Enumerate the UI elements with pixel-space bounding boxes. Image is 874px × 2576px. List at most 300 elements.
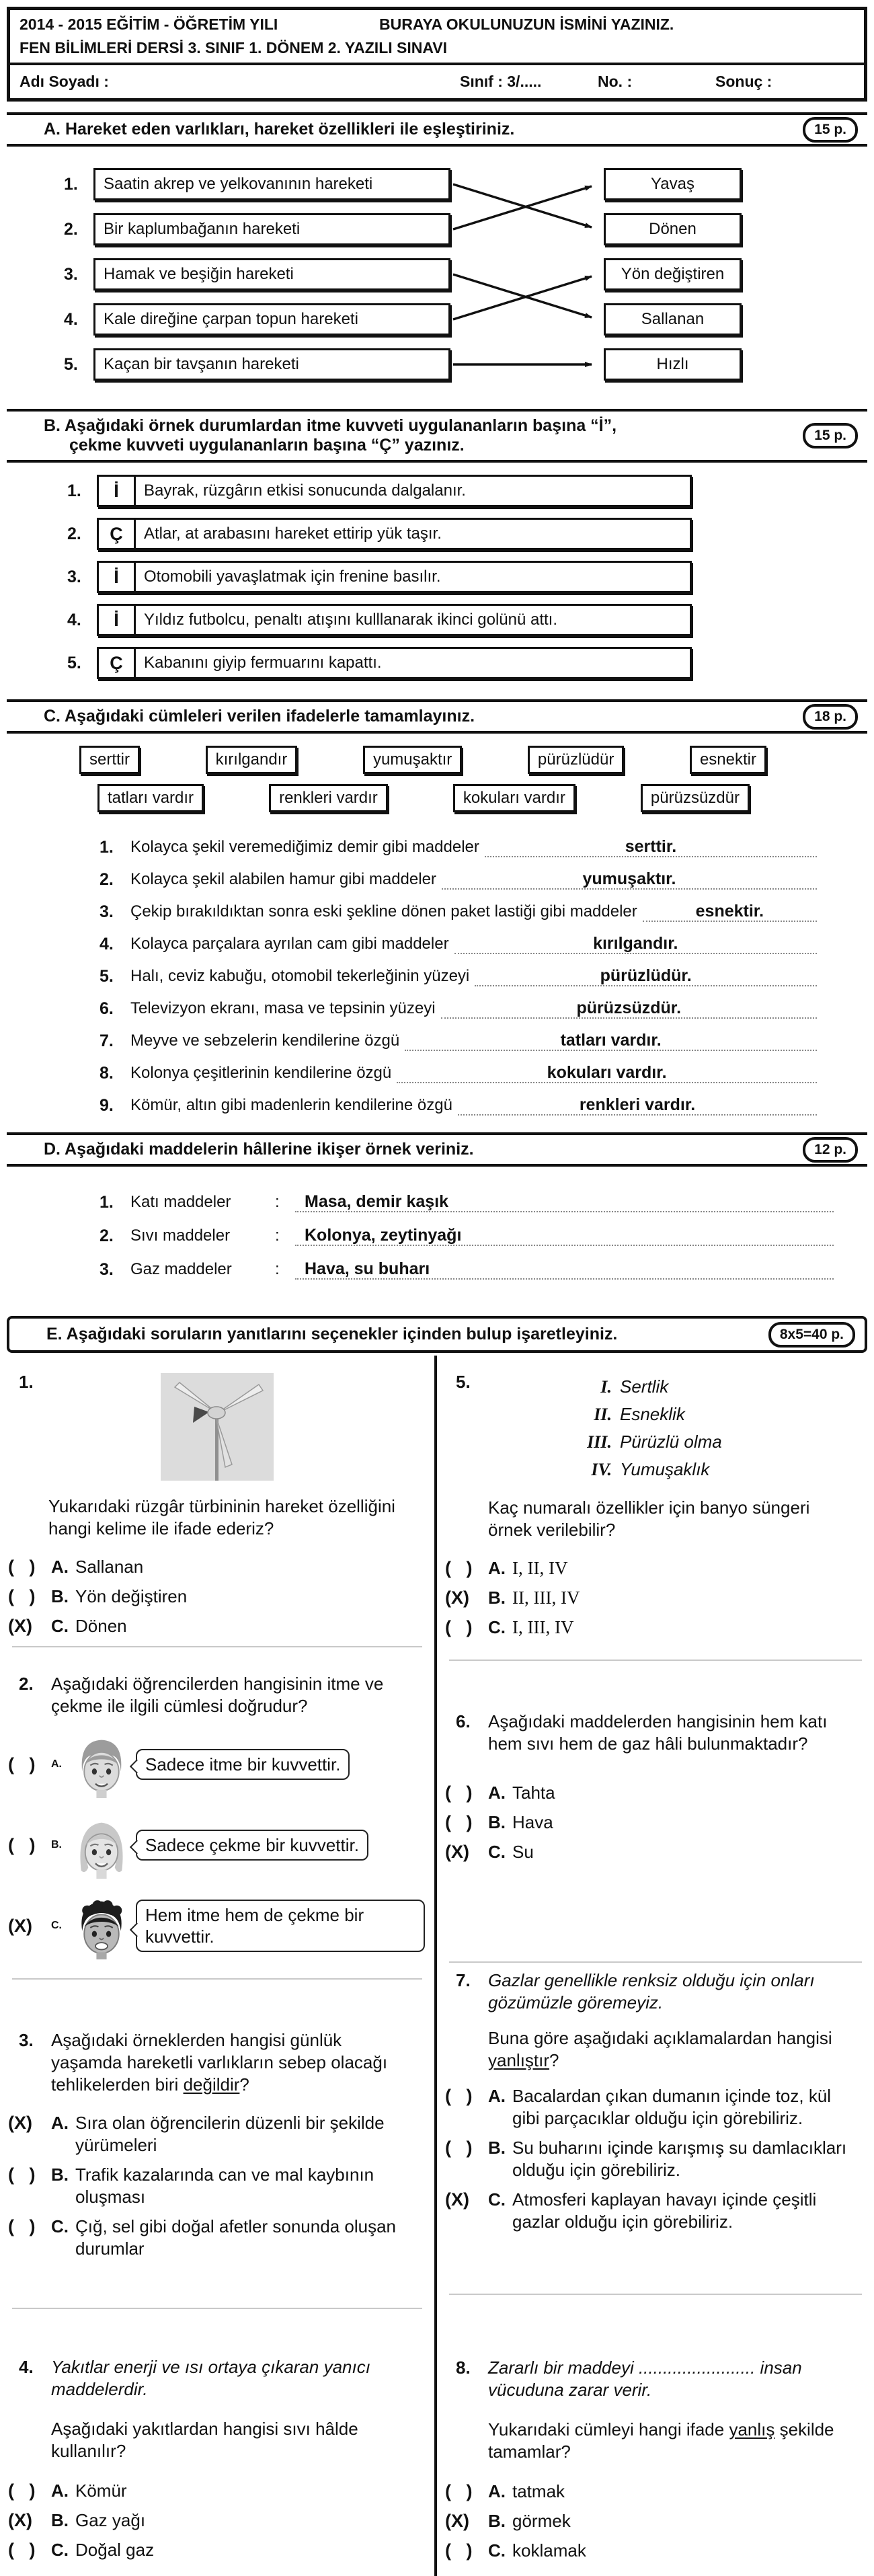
option-text: Tahta xyxy=(512,1783,555,1803)
match-item xyxy=(64,258,450,290)
fill-item-answer: pürüzlüdür. xyxy=(475,966,817,986)
word-chip: serttir xyxy=(79,746,140,774)
answer-mark-x: (X) xyxy=(445,2511,469,2531)
exam-title: FEN BİLİMLERİ DERSİ 3. SINIF 1. DÖNEM 2. YAZILI SINAVI xyxy=(19,39,448,56)
fill-item xyxy=(100,960,817,992)
statement-row xyxy=(67,561,874,593)
list-item xyxy=(558,1373,874,1401)
push-pull-exercise xyxy=(67,475,874,679)
speech-bubble: Sadece itme bir kuvvettir. xyxy=(136,1749,350,1780)
match-arrows-diagram xyxy=(450,168,604,381)
option-letter: C. xyxy=(51,2540,69,2560)
fill-item-number: 4. xyxy=(100,934,114,953)
fill-item-number: 7. xyxy=(100,1031,114,1050)
underlined-word: yanlıştır xyxy=(488,2050,550,2070)
question-3 xyxy=(0,1980,434,2308)
list-item-text: Pürüzlü olma xyxy=(620,1432,722,1452)
fill-item-number: 6. xyxy=(100,999,114,1018)
question-8 xyxy=(437,2295,874,2576)
option-letter: A. xyxy=(488,1783,506,1803)
fill-item-answer: kokuları vardır. xyxy=(397,1063,817,1083)
fill-item-number: 9. xyxy=(100,1095,114,1115)
word-chip: yumuşaktır xyxy=(363,746,462,774)
list-item xyxy=(558,1401,874,1428)
option-letter: C. xyxy=(488,2189,506,2210)
word-chip: pürüzsüzdür xyxy=(641,784,750,812)
question-option-selected xyxy=(8,1615,422,1637)
match-option-box xyxy=(604,168,742,200)
match-item-text: Kaçan bir tavşanın hareketi xyxy=(104,355,299,373)
question-option xyxy=(8,1811,425,1879)
question-option xyxy=(445,1782,862,1804)
question-number: 4. xyxy=(19,2357,34,2377)
option-text: Trafik kazalarında can ve mal kaybının oluşması xyxy=(75,2164,374,2207)
option-text: Dönen xyxy=(75,1616,127,1636)
option-text: Yön değiştiren xyxy=(75,1586,188,1606)
section-b-title-line1: B. Aşağıdaki örnek durumlardan itme kuvveti uygulananların başına “İ”, xyxy=(44,416,617,435)
answer-mark: ( ) xyxy=(445,2481,473,2501)
option-text: I, II, IV xyxy=(512,1558,568,1578)
statement-number: 5. xyxy=(67,653,81,672)
roman-numeral: III. xyxy=(587,1432,612,1452)
fill-item xyxy=(100,831,817,863)
question-option xyxy=(445,2137,862,2181)
fill-item-number: 3. xyxy=(100,902,114,921)
exam-header-top xyxy=(10,10,864,65)
statement-box xyxy=(97,647,692,679)
fill-item-answer: esnektir. xyxy=(643,902,817,922)
statement-number: 3. xyxy=(67,567,81,586)
fill-item-text: Kolonya çeşitlerinin kendilerine özgü xyxy=(130,1064,392,1082)
word-chip: kokuları vardır xyxy=(453,784,575,812)
match-option-text: Yavaş xyxy=(651,175,694,193)
boy-with-bangs-avatar xyxy=(69,1731,134,1798)
state-row-number: 3. xyxy=(100,1259,114,1279)
match-option-box xyxy=(604,258,742,290)
fill-item-answer: tatları vardır. xyxy=(405,1031,817,1051)
statement-text: Kabanını giyip fermuarını kapattı. xyxy=(144,654,382,672)
answer-mark: ( ) xyxy=(8,2540,36,2560)
fill-item xyxy=(100,1057,817,1089)
fill-item-text: Kolayca şekil veremediğimiz demir gibi maddeler xyxy=(130,838,479,856)
question-text-pre: Yukarıdaki cümleyi hangi ifade xyxy=(488,2419,729,2440)
number-label: No. : xyxy=(598,73,633,90)
exam-page xyxy=(0,7,874,2561)
question-text: Aşağıdaki öğrencilerden hangisinin itme ve çekme ile ilgili cümlesi doğrudur? xyxy=(51,1674,384,1716)
answer-mark: ( ) xyxy=(8,2216,36,2236)
word-bank-row-2 xyxy=(97,784,750,812)
fill-item xyxy=(100,992,817,1025)
question-intro: Yakıtlar enerji ve ısı ortaya çıkaran yanıcı maddelerdir. xyxy=(51,2357,370,2399)
turbine-nacelle xyxy=(208,1407,225,1419)
word-chip: kırılgandır xyxy=(206,746,298,774)
question-number: 7. xyxy=(456,1970,471,1990)
question-text-post: ? xyxy=(549,2050,559,2070)
state-label: Gaz maddeler xyxy=(130,1260,232,1278)
match-item-number: 1. xyxy=(64,174,78,194)
section-b-title-line2: çekme kuvveti uygulananların başına “Ç” yazınız. xyxy=(69,436,465,455)
option-letter: C. xyxy=(51,2216,69,2236)
answer-letter-cell: İ xyxy=(99,477,136,505)
matching-exercise xyxy=(64,168,874,381)
section-c-title: C. Aşağıdaki cümleleri verilen ifadelerle tamamlayınız. xyxy=(44,707,475,726)
statement-number: 2. xyxy=(67,524,81,543)
state-label: Katı maddeler xyxy=(130,1193,231,1211)
fill-item-number: 2. xyxy=(100,869,114,889)
speech-bubble: Hem itme hem de çekme bir kuvvettir. xyxy=(136,1900,425,1952)
option-letter: A. xyxy=(51,2481,69,2501)
question-option-selected xyxy=(8,2509,422,2532)
match-option-box xyxy=(604,213,742,245)
statement-row xyxy=(67,475,874,507)
fill-item-answer: renkleri vardır. xyxy=(458,1095,817,1116)
question-option-selected xyxy=(445,1587,862,1609)
answer-letter-cell: Ç xyxy=(99,520,136,548)
list-item-text: Sertlik xyxy=(620,1376,669,1397)
roman-numeral: I. xyxy=(600,1377,612,1397)
option-letter: C. xyxy=(51,1920,62,1931)
question-2 xyxy=(0,1647,434,1978)
option-letter: B. xyxy=(488,2511,506,2531)
match-option-box xyxy=(604,303,742,336)
state-row-number: 2. xyxy=(100,1226,114,1245)
multiple-choice-area xyxy=(0,1356,874,2576)
right-question-column xyxy=(437,1356,874,2576)
word-bank-row-1 xyxy=(79,746,766,774)
match-arrow-2-to-yavas xyxy=(453,186,592,229)
option-text: Atmosferi kaplayan havayı içinde çeşitli gazlar olduğu için görebiliriz. xyxy=(512,2189,817,2232)
match-arrow-1-to-donen xyxy=(453,184,592,227)
question-4 xyxy=(0,2309,434,2576)
option-text: Su xyxy=(512,1842,534,1862)
fill-item-text: Televizyon ekranı, masa ve tepsinin yüzeyi xyxy=(130,999,436,1017)
answer-mark-x: (X) xyxy=(445,2189,469,2210)
answer-letter-cell: İ xyxy=(99,563,136,591)
answer-mark-x: (X) xyxy=(8,1915,32,1936)
list-item-text: Yumuşaklık xyxy=(620,1459,710,1479)
roman-numeral: II. xyxy=(594,1405,612,1424)
answer-mark: ( ) xyxy=(8,1557,36,1577)
question-text: Aşağıdaki maddelerden hangisinin hem katı hem sıvı hem de gaz hâli bulunmaktadır? xyxy=(488,1711,828,1754)
fill-item-text: Meyve ve sebzelerin kendilerine özgü xyxy=(130,1031,400,1050)
match-item-text: Saatin akrep ve yelkovanının hareketi xyxy=(104,175,373,193)
match-option-text: Sallanan xyxy=(641,310,705,328)
school-year: 2014 - 2015 EĞİTİM - ÖĞRETİM YILI xyxy=(19,15,278,33)
match-item xyxy=(64,168,450,200)
answer-mark: ( ) xyxy=(445,1812,473,1832)
list-item xyxy=(558,1428,874,1456)
list-item-text: Esneklik xyxy=(620,1404,685,1424)
question-option xyxy=(8,2216,422,2260)
state-example-row xyxy=(100,1253,834,1286)
statement-row xyxy=(67,604,874,636)
match-item-number: 5. xyxy=(64,354,78,374)
option-letter: C. xyxy=(51,1616,69,1636)
answer-mark: ( ) xyxy=(8,2481,36,2501)
option-letter: A. xyxy=(488,1558,506,1578)
option-text: Kömür xyxy=(75,2481,127,2501)
state-example-row xyxy=(100,1185,834,1219)
match-arrow-4-to-yon-degistiren xyxy=(453,276,592,319)
list-item xyxy=(558,1456,874,1483)
left-question-column xyxy=(0,1356,434,2576)
answer-mark: ( ) xyxy=(8,2164,36,2185)
statement-box xyxy=(97,518,692,550)
answer-mark-x: (X) xyxy=(8,2113,32,2133)
section-b-points-badge: 15 p. xyxy=(803,423,858,448)
state-colon: : xyxy=(275,1226,280,1245)
answer-mark: ( ) xyxy=(8,1586,36,1606)
answer-mark-x: (X) xyxy=(445,1842,469,1862)
section-b-header xyxy=(7,409,867,463)
question-number: 3. xyxy=(19,2030,34,2050)
word-chip: esnektir xyxy=(690,746,766,774)
match-item-box xyxy=(93,303,450,336)
state-example-row xyxy=(100,1219,834,1253)
option-text: II, III, IV xyxy=(512,1588,580,1608)
roman-numeral-list xyxy=(558,1373,874,1483)
option-letter: A. xyxy=(51,2113,69,2133)
word-chip: pürüzlüdür xyxy=(528,746,624,774)
answer-mark: ( ) xyxy=(445,2086,473,2106)
section-e-header xyxy=(7,1316,867,1353)
fill-item xyxy=(100,928,817,960)
section-c-points-badge: 18 p. xyxy=(803,704,858,730)
match-item-text: Kale direğine çarpan topun hareketi xyxy=(104,310,358,328)
question-intro: Zararlı bir maddeyi ........................ insan vücuduna zarar verir. xyxy=(488,2357,802,2400)
statement-number: 1. xyxy=(67,481,81,500)
question-option xyxy=(445,1616,862,1639)
state-answer: Masa, demir kaşık xyxy=(295,1192,834,1212)
fill-item-text: Çekip bırakıldıktan sonra eski şekline dönen paket lastiği gibi maddeler xyxy=(130,902,637,921)
question-7 xyxy=(437,1963,874,2294)
option-text: Bacalardan çıkan dumanın içinde toz, kül gibi parçacıklar olduğu için görebiliriz. xyxy=(512,2086,832,2128)
option-text: koklamak xyxy=(512,2540,586,2561)
class-label: Sınıf : 3/..... xyxy=(460,73,542,90)
wind-turbine-photo xyxy=(161,1373,274,1481)
student-info-row xyxy=(10,65,864,98)
option-letter: A. xyxy=(51,1758,62,1770)
question-6 xyxy=(437,1661,874,1961)
fill-item-number: 5. xyxy=(100,966,114,986)
question-number: 5. xyxy=(456,1372,471,1392)
section-d-points-badge: 12 p. xyxy=(803,1137,858,1163)
section-c-header xyxy=(7,699,867,734)
match-item xyxy=(64,303,450,336)
section-d-header xyxy=(7,1132,867,1167)
option-letter: B. xyxy=(488,2138,506,2158)
answer-letter-cell: Ç xyxy=(99,649,136,677)
fill-item-text: Halı, ceviz kabuğu, otomobil tekerleğinin yüzeyi xyxy=(130,967,470,985)
match-right-column xyxy=(604,168,742,381)
match-item-text: Bir kaplumbağanın hareketi xyxy=(104,220,301,238)
match-option-text: Yön değiştiren xyxy=(621,265,725,283)
answer-mark-x: (X) xyxy=(445,1588,469,1608)
match-left-column xyxy=(64,168,450,381)
section-e-title: E. Aşağıdaki soruların yanıtlarını seçenekler içinden bulup işaretleyiniz. xyxy=(46,1325,618,1343)
question-1 xyxy=(0,1356,434,1646)
option-letter: B. xyxy=(51,1839,62,1850)
option-text: Çığ, sel gibi doğal afetler sonunda oluşan durumlar xyxy=(75,2216,396,2259)
question-number: 1. xyxy=(19,1372,34,1392)
state-label: Sıvı maddeler xyxy=(130,1226,231,1245)
option-letter: C. xyxy=(488,2540,506,2561)
option-text: I, III, IV xyxy=(512,1617,574,1637)
answer-mark: ( ) xyxy=(445,2540,473,2561)
statement-row xyxy=(67,518,874,550)
question-text-post: ? xyxy=(239,2074,249,2095)
question-option xyxy=(445,1811,862,1834)
section-a-title: A. Hareket eden varlıkları, hareket özellikleri ile eşleştiriniz. xyxy=(44,120,515,139)
option-text: tatmak xyxy=(512,2481,565,2501)
question-text-post: şekilde tamamlar? xyxy=(488,2419,834,2462)
option-text: Sallanan xyxy=(75,1557,144,1577)
fill-item xyxy=(100,863,817,896)
match-item-box xyxy=(93,348,450,381)
question-number: 8. xyxy=(456,2357,471,2378)
statement-row xyxy=(67,647,874,679)
answer-mark: ( ) xyxy=(8,1754,36,1774)
state-row-number: 1. xyxy=(100,1192,114,1212)
question-option xyxy=(8,1731,425,1798)
question-option xyxy=(8,1586,422,1608)
match-item xyxy=(64,348,450,381)
option-letter: B. xyxy=(51,2510,69,2530)
match-option-text: Dönen xyxy=(649,220,697,238)
result-label: Sonuç : xyxy=(715,73,772,90)
match-item-text: Hamak ve beşiğin hareketi xyxy=(104,265,294,283)
question-5 xyxy=(437,1356,874,1660)
state-answer: Kolonya, zeytinyağı xyxy=(295,1226,834,1246)
question-text: Aşağıdaki yakıtlardan hangisi sıvı hâlde kullanılır? xyxy=(51,2419,358,2461)
question-intro: Gazlar genellikle renksiz olduğu için onları gözümüzle göremeyiz. xyxy=(488,1970,815,2013)
school-name-placeholder: BURAYA OKULUNUZUN İSMİNİ YAZINIZ. xyxy=(379,15,674,33)
match-option-box xyxy=(604,348,742,381)
section-a-header xyxy=(7,112,867,147)
roman-numeral: IV. xyxy=(591,1460,612,1479)
question-text xyxy=(488,2027,855,2072)
statement-box xyxy=(97,561,692,593)
option-text: Sıra olan öğrencilerin düzenli bir şekilde yürümeleri xyxy=(75,2113,385,2155)
statement-text: Otomobili yavaşlatmak için frenine basılır. xyxy=(144,568,441,586)
fill-item-text: Kolayca parçalara ayrılan cam gibi maddeler xyxy=(130,935,449,953)
match-item-box xyxy=(93,213,450,245)
answer-mark: ( ) xyxy=(445,2138,473,2158)
option-letter: A. xyxy=(488,2481,506,2501)
girl-avatar xyxy=(69,1811,134,1879)
question-number: 6. xyxy=(456,1711,471,1731)
answer-mark-x: (X) xyxy=(8,2510,32,2530)
question-option xyxy=(8,1556,422,1578)
fill-in-exercise xyxy=(0,831,874,1122)
match-arrow-3-to-sallanan xyxy=(453,274,592,317)
states-of-matter-exercise xyxy=(0,1185,874,1286)
question-option xyxy=(8,2539,422,2561)
fill-item-text: Kömür, altın gibi madenlerin kendilerine özgü xyxy=(130,1096,452,1114)
fill-item-number: 1. xyxy=(100,837,114,857)
question-option xyxy=(445,2481,862,2503)
question-option-selected xyxy=(8,1892,425,1959)
fill-item xyxy=(100,1089,817,1122)
statement-text: Atlar, at arabasını hareket ettirip yük taşır. xyxy=(144,524,442,543)
match-option-text: Hızlı xyxy=(656,355,689,373)
question-option-selected xyxy=(445,2189,862,2233)
fill-item-answer: serttir. xyxy=(485,837,817,857)
match-item-box xyxy=(93,168,450,200)
question-option xyxy=(8,2480,422,2502)
statement-box xyxy=(97,475,692,507)
section-d-title: D. Aşağıdaki maddelerin hâllerine ikişer örnek veriniz. xyxy=(44,1140,474,1159)
match-item-number: 4. xyxy=(64,309,78,329)
match-item xyxy=(64,213,450,245)
answer-mark: ( ) xyxy=(445,1783,473,1803)
option-letter: B. xyxy=(488,1812,506,1832)
match-item-number: 3. xyxy=(64,264,78,284)
question-option xyxy=(445,2085,862,2130)
fill-item-answer: pürüzsüzdür. xyxy=(441,999,817,1019)
answer-mark: ( ) xyxy=(445,1617,473,1637)
question-option xyxy=(445,1557,862,1579)
fill-item xyxy=(100,896,817,928)
fill-item xyxy=(100,1025,817,1057)
fill-item-answer: kırılgandır. xyxy=(454,934,817,954)
match-item-box xyxy=(93,258,450,290)
underlined-word: değildir xyxy=(183,2074,240,2095)
option-text: görmek xyxy=(512,2511,571,2531)
word-chip: renkleri vardır xyxy=(269,784,388,812)
option-letter: C. xyxy=(488,1617,506,1637)
answer-letter-cell: İ xyxy=(99,606,136,634)
underlined-word: yanlış xyxy=(729,2419,775,2440)
state-colon: : xyxy=(275,1193,280,1211)
name-label: Adı Soyadı : xyxy=(19,73,109,90)
curly-haired-boy-avatar xyxy=(69,1892,134,1959)
question-option xyxy=(8,2164,422,2208)
question-option-selected xyxy=(445,2510,862,2532)
statement-text: Yıldız futbolcu, penaltı atışını kulllanarak ikinci golünü attı. xyxy=(144,611,558,629)
question-text xyxy=(488,2419,855,2463)
fill-item-text: Kolayca şekil alabilen hamur gibi maddeler xyxy=(130,870,436,888)
answer-mark-x: (X) xyxy=(8,1616,32,1636)
word-chip: tatları vardır xyxy=(97,784,204,812)
question-option-selected xyxy=(445,1841,862,1863)
section-e-points-badge: 8x5=40 p. xyxy=(768,1322,855,1348)
fill-item-answer: yumuşaktır. xyxy=(442,869,817,890)
option-letter: C. xyxy=(488,1842,506,1862)
question-text-pre: Buna göre aşağıdaki açıklamalardan hangisi xyxy=(488,2028,832,2048)
question-text: Yukarıdaki rüzgâr türbininin hareket özelliğini hangi kelime ile ifade ederiz? xyxy=(48,1496,395,1538)
statement-box xyxy=(97,604,692,636)
match-item-number: 2. xyxy=(64,219,78,239)
state-colon: : xyxy=(275,1260,280,1278)
answer-mark: ( ) xyxy=(8,1834,36,1855)
section-a-points-badge: 15 p. xyxy=(803,117,858,143)
question-option xyxy=(445,2540,862,2562)
option-text: Su buharını içinde karışmış su damlacıkları olduğu için görebiliriz. xyxy=(512,2138,847,2180)
option-letter: B. xyxy=(488,1588,506,1608)
answer-mark: ( ) xyxy=(445,1558,473,1578)
option-letter: A. xyxy=(51,1557,69,1577)
option-letter: B. xyxy=(51,1586,69,1606)
question-text: Kaç numaralı özellikler için banyo süngeri örnek verilebilir? xyxy=(488,1497,810,1540)
option-letter: A. xyxy=(488,2086,506,2106)
question-number: 2. xyxy=(19,1674,34,1694)
question-option-selected xyxy=(8,2112,422,2156)
option-text: Hava xyxy=(512,1812,553,1832)
statement-text: Bayrak, rüzgârın etkisi sonucunda dalgalanır. xyxy=(144,481,466,500)
speech-bubble: Sadece çekme bir kuvvettir. xyxy=(136,1830,368,1861)
question-text xyxy=(51,2029,415,2096)
